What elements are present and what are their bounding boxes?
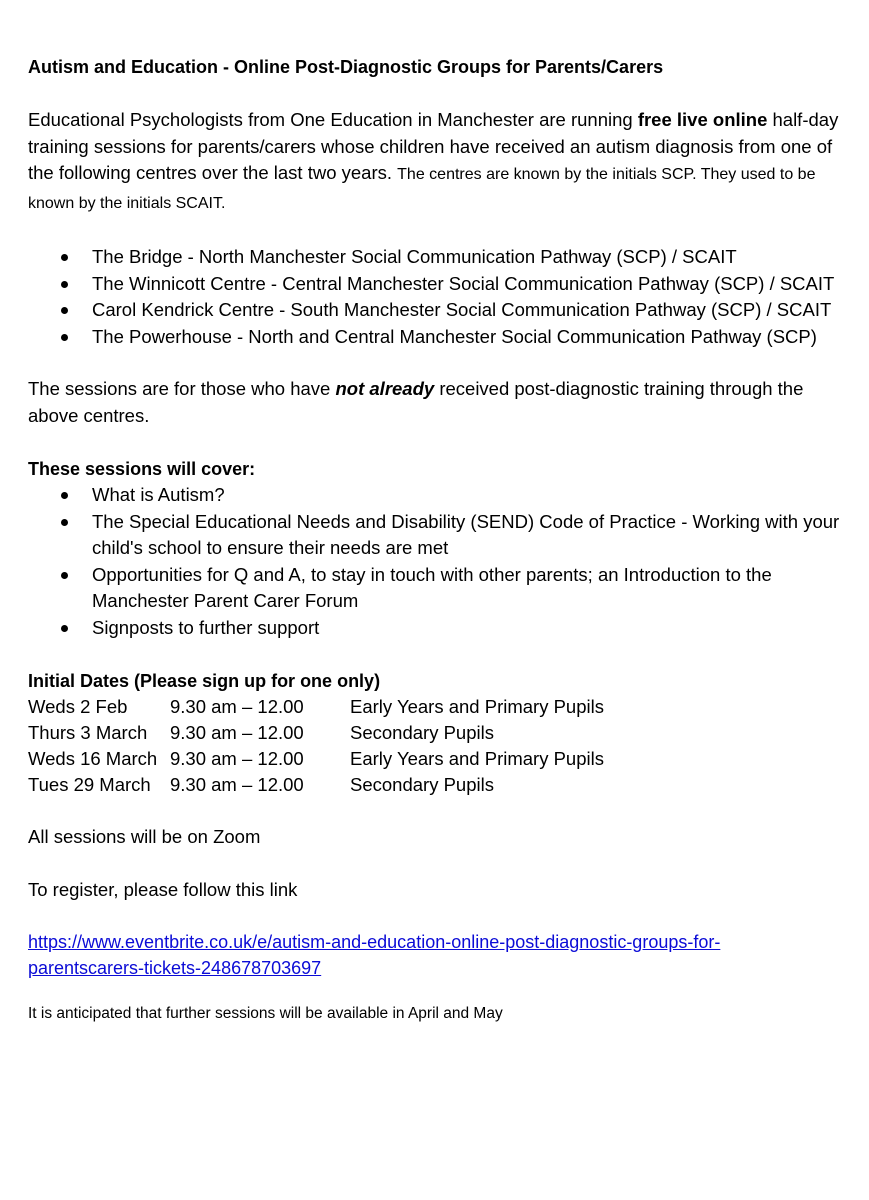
spacer bbox=[28, 798, 848, 824]
table-row bbox=[28, 772, 848, 798]
zoom-note: All sessions will be on Zoom bbox=[28, 826, 261, 847]
intro-text-3: The centres are known by the initials SCP. They used to be known by the initials SCAIT. bbox=[28, 166, 816, 212]
date-cell: Thurs 3 March bbox=[28, 722, 148, 743]
list-item bbox=[28, 297, 848, 324]
bullet-icon bbox=[61, 281, 68, 288]
spacer bbox=[28, 350, 848, 376]
spacer bbox=[28, 641, 848, 668]
cover-item-label: Signposts to further support bbox=[92, 616, 320, 638]
dates-table bbox=[28, 694, 848, 798]
intro-text-1: Educational Psychologists from One Education in Manchester are running bbox=[28, 109, 638, 130]
list-item bbox=[28, 562, 848, 615]
further-sessions-note: It is anticipated that further sessions will be available in April and May bbox=[28, 1005, 503, 1022]
group-cell: Early Years and Primary Pupils bbox=[350, 696, 604, 717]
centre-label: The Bridge - North Manchester Social Communication Pathway (SCP) / SCAIT bbox=[92, 246, 737, 267]
table-row bbox=[28, 746, 848, 772]
intro-paragraph bbox=[28, 107, 848, 217]
time-cell: 9.30 am – 12.00 bbox=[170, 696, 304, 717]
intro-bold-text: free live online bbox=[637, 109, 768, 130]
bullet-icon bbox=[61, 334, 68, 341]
eligibility-text-1: The sessions are for those who have bbox=[28, 378, 336, 399]
bullet-icon bbox=[61, 492, 68, 499]
spacer bbox=[28, 851, 848, 877]
eligibility-emphasis: not already bbox=[335, 378, 435, 399]
date-cell: Tues 29 March bbox=[28, 774, 151, 795]
spacer bbox=[28, 429, 848, 456]
bullet-icon bbox=[61, 307, 68, 314]
date-cell: Weds 2 Feb bbox=[28, 696, 128, 717]
group-cell: Early Years and Primary Pupils bbox=[350, 748, 604, 769]
cover-list bbox=[28, 482, 848, 641]
list-item bbox=[28, 615, 848, 642]
bullet-icon bbox=[61, 572, 68, 579]
intro-text-2: half-day training sessions for parents/carers whose children have received an autism diagnosis from one of the following centres over the last two years. bbox=[28, 109, 839, 183]
list-item bbox=[28, 482, 848, 509]
eligibility-text-2: received post-diagnostic training through the above centres. bbox=[28, 378, 804, 426]
bullet-icon bbox=[61, 519, 68, 526]
time-cell: 9.30 am – 12.00 bbox=[170, 722, 304, 743]
cover-item-label: Opportunities for Q and A, to stay in touch with other parents; an Introduction to the Manchester Parent Carer Forum bbox=[92, 563, 772, 611]
register-note: To register, please follow this link bbox=[28, 878, 298, 900]
list-item bbox=[28, 324, 848, 351]
table-row bbox=[28, 720, 848, 746]
bullet-icon bbox=[61, 254, 68, 261]
date-cell: Weds 16 March bbox=[28, 748, 158, 769]
register-link-line-1[interactable]: https://www.eventbrite.co.uk/e/autism-and-education-online-post-diagnostic-groups-for- bbox=[28, 932, 721, 952]
spacer bbox=[28, 903, 848, 929]
bullet-icon bbox=[61, 625, 68, 632]
cover-item-label: The Special Educational Needs and Disability (SEND) Code of Practice - Working with your child's school to ensure their needs are met bbox=[92, 510, 840, 558]
centres-list bbox=[28, 244, 848, 350]
centre-label: The Winnicott Centre - Central Manchester Social Communication Pathway (SCP) / SCAIT bbox=[92, 272, 835, 294]
group-cell: Secondary Pupils bbox=[350, 774, 494, 795]
table-row bbox=[28, 694, 848, 720]
register-link[interactable] bbox=[28, 929, 828, 981]
document-title: Autism and Education - Online Post-Diagnostic Groups for Parents/Carers bbox=[28, 57, 664, 77]
dates-heading: Initial Dates (Please sign up for one only) bbox=[28, 671, 381, 691]
list-item bbox=[28, 271, 848, 298]
list-item bbox=[28, 509, 848, 562]
spacer bbox=[28, 80, 848, 107]
cover-heading: These sessions will cover: bbox=[28, 459, 256, 479]
centre-label: Carol Kendrick Centre - South Manchester Social Communication Pathway (SCP) / SCAIT bbox=[92, 299, 832, 320]
time-cell: 9.30 am – 12.00 bbox=[170, 748, 304, 769]
spacer bbox=[28, 217, 848, 244]
cover-item-label: What is Autism? bbox=[92, 484, 225, 505]
spacer bbox=[28, 981, 848, 1003]
list-item bbox=[28, 244, 848, 271]
eligibility-paragraph bbox=[28, 376, 848, 429]
document-page bbox=[28, 54, 848, 1025]
centre-label: The Powerhouse - North and Central Manchester Social Communication Pathway (SCP) bbox=[92, 325, 817, 347]
group-cell: Secondary Pupils bbox=[350, 722, 494, 743]
register-link-line-2[interactable]: parentscarers-tickets-248678703697 bbox=[28, 958, 322, 978]
time-cell: 9.30 am – 12.00 bbox=[170, 774, 304, 795]
